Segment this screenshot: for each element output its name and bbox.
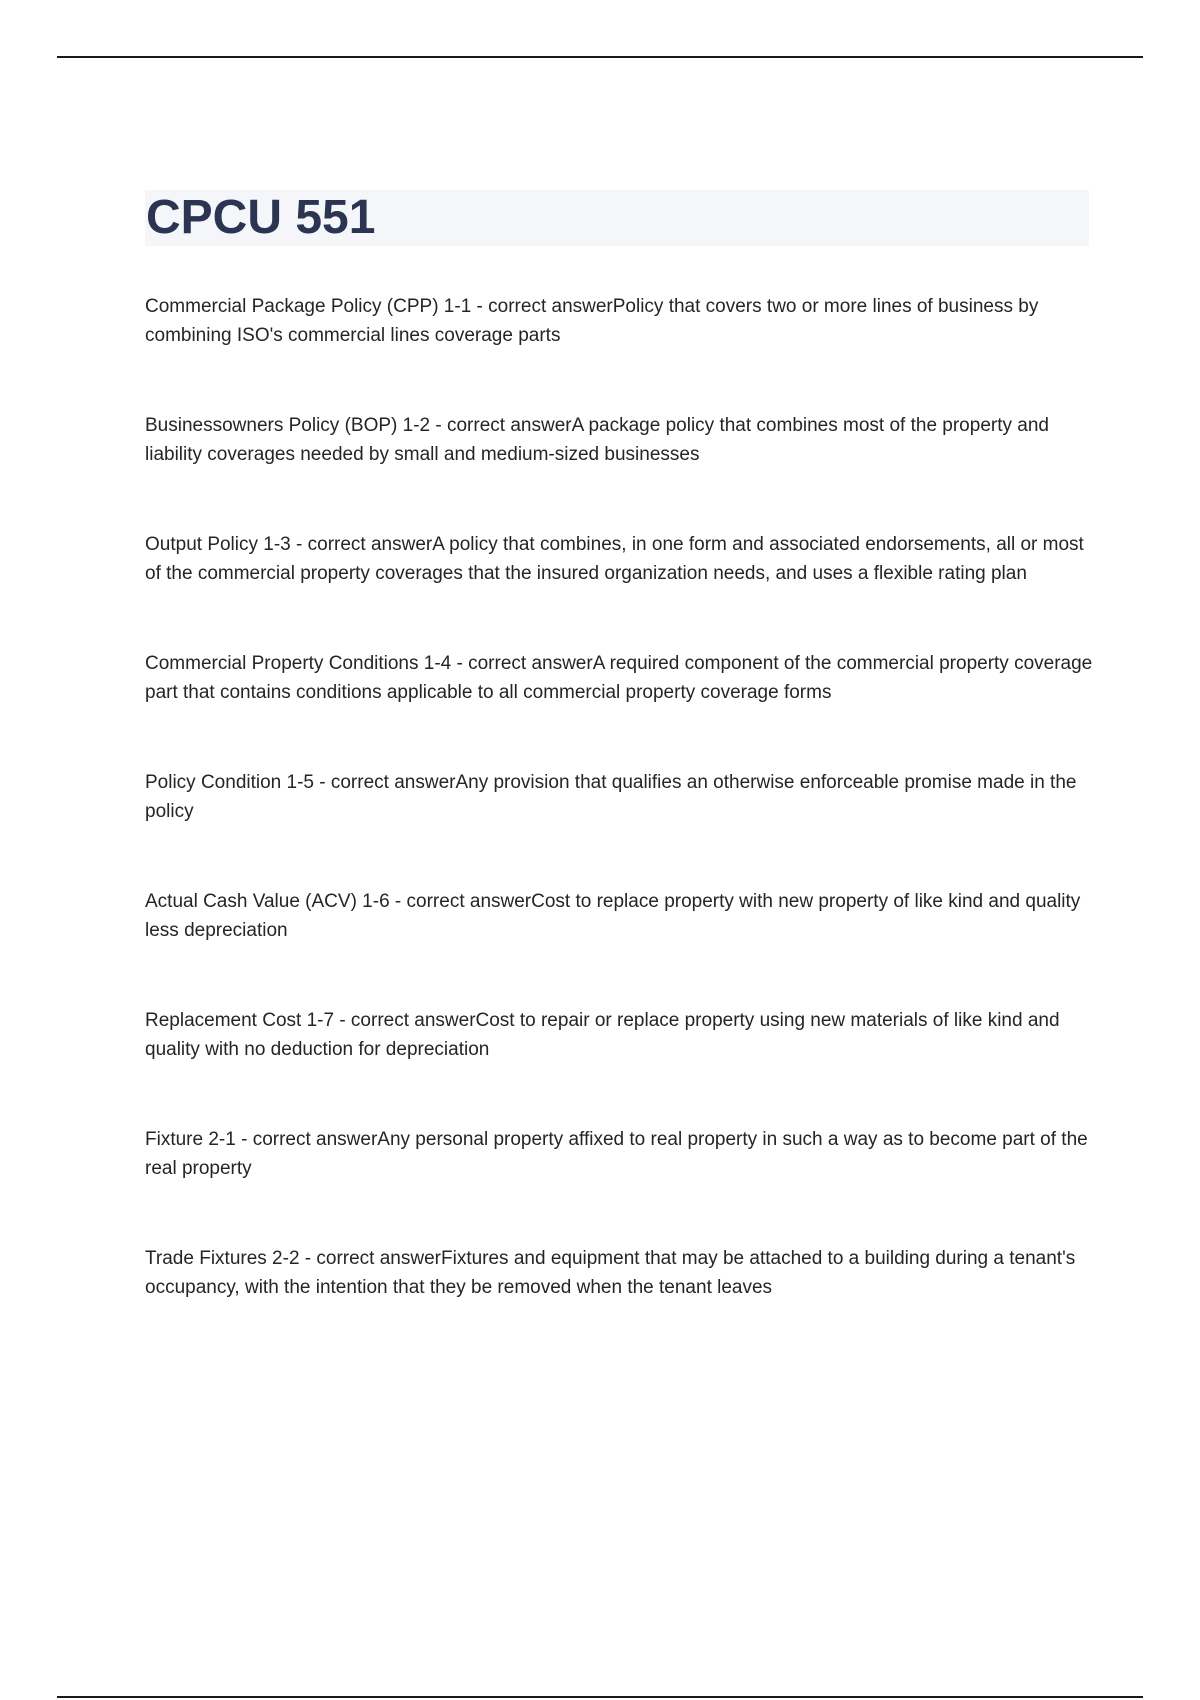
flashcard-entry: Policy Condition 1-5 - correct answerAny provision that qualifies an otherwise enforceable promise made in the policy (145, 772, 1077, 822)
flashcard-entry: Trade Fixtures 2-2 - correct answerFixtures and equipment that may be attached to a building during a tenant's occupancy, with the intention that they be removed when the tenant leaves (145, 1248, 1076, 1298)
header-rule (57, 56, 1143, 58)
footer-rule (57, 1696, 1143, 1698)
flashcard-entry: Actual Cash Value (ACV) 1-6 - correct answerCost to replace property with new property of like kind and quality less depreciation (145, 891, 1081, 941)
flashcard-entry: Businessowners Policy (BOP) 1-2 - correct answerA package policy that combines most of the property and liability coverages needed by small and medium-sized businesses (145, 415, 1049, 465)
flashcard-entry: Fixture 2-1 - correct answerAny personal property affixed to real property in such a way as to become part of the real property (145, 1129, 1088, 1179)
flashcard-entry: Replacement Cost 1-7 - correct answerCost to repair or replace property using new materials of like kind and quality with no deduction for depreciation (145, 1010, 1060, 1060)
flashcard-entry: Output Policy 1-3 - correct answerA policy that combines, in one form and associated endorsements, all or most of the commercial property coverages that the insured organization needs, and uses a flexible rating plan (145, 534, 1084, 584)
page-title: CPCU 551 (146, 191, 376, 244)
flashcard-entry: Commercial Property Conditions 1-4 - correct answerA required component of the commercial property coverage part that contains conditions applicable to all commercial property coverage forms (145, 653, 1093, 703)
flashcard-list (145, 292, 1095, 1363)
flashcard-entry: Commercial Package Policy (CPP) 1-1 - correct answerPolicy that covers two or more lines of business by combining ISO's commercial lines coverage parts (145, 296, 1039, 346)
